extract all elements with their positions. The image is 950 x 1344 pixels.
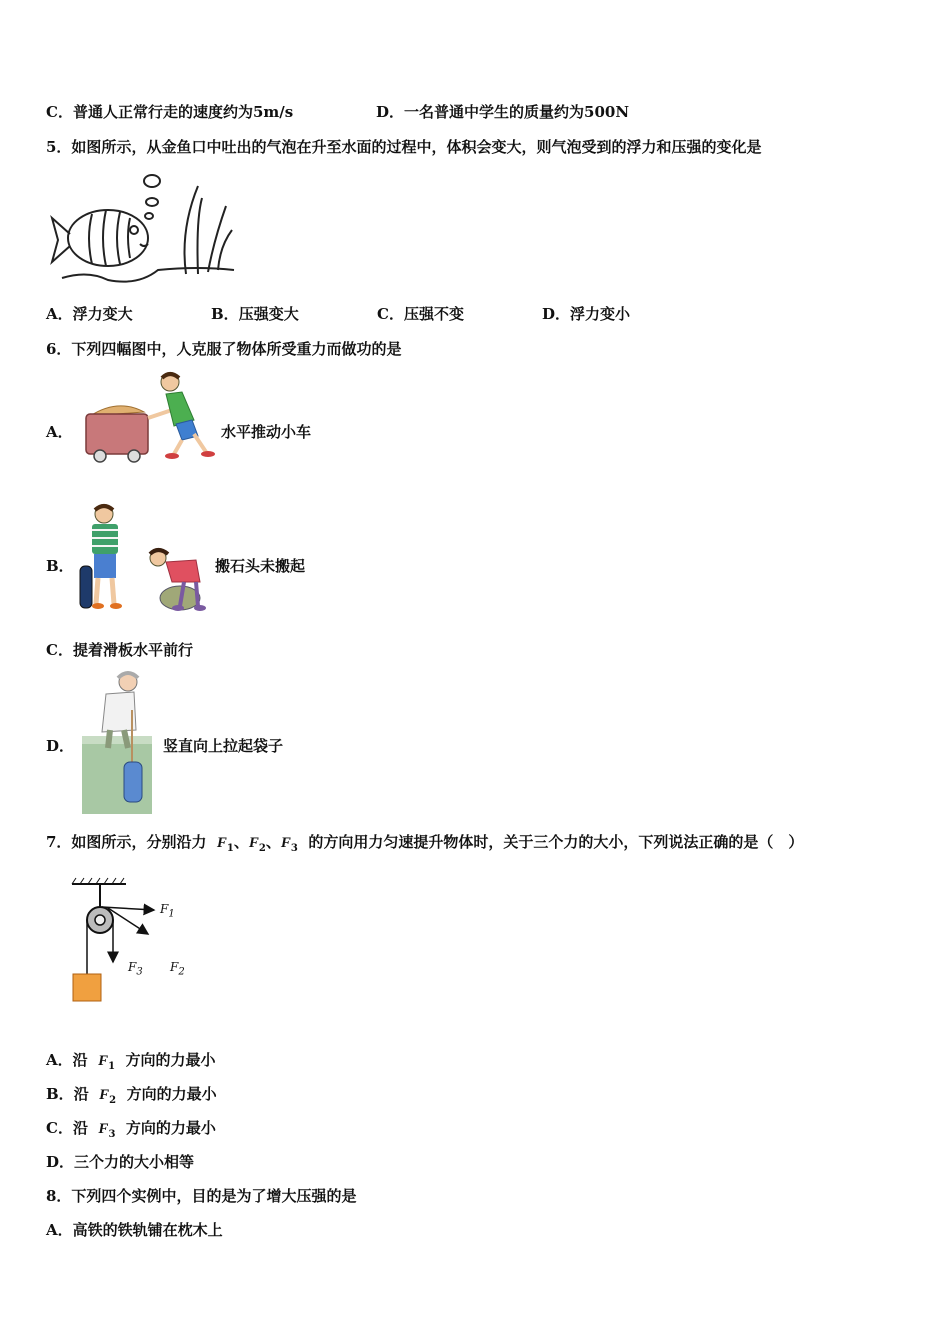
q6-option-d-label: D．	[46, 737, 75, 755]
f1-symbol: F	[216, 835, 227, 851]
q5-option-a	[46, 303, 133, 324]
goldfish-figure	[48, 170, 238, 288]
option-label: C．	[46, 103, 73, 121]
option-label: A．	[46, 1051, 73, 1069]
q4-option-d	[376, 101, 629, 122]
option-label: C．	[377, 305, 404, 323]
option-text: 一名普通中学生的质量约为500N	[404, 103, 630, 121]
f1-subscript: 1	[226, 843, 234, 854]
option-text: 高铁的铁轨铺在枕木上	[72, 1221, 223, 1239]
f2-subscript: 2	[258, 843, 266, 854]
q8-option-a	[46, 1219, 223, 1240]
q7-option-c: C．沿 $F_3$ 方向的力最小	[46, 1119, 216, 1140]
q6-option-b-label: B．	[46, 557, 74, 575]
lift-stone-picture	[76, 502, 212, 616]
option-text: 三个力的大小相等	[74, 1153, 195, 1171]
option-text: 提着滑板水平前行	[72, 641, 193, 659]
pull-bag-picture	[80, 670, 160, 816]
f3-symbol: F	[280, 835, 291, 851]
option-label: B．	[46, 1085, 74, 1103]
q6-option-c	[46, 639, 193, 660]
q6-option-a-text: 水平推动小车	[221, 423, 312, 441]
option-text: 普通人正常行走的速度约为5m/s	[72, 103, 294, 121]
q7-option-b: B．沿 $F_2$ 方向的力最小	[46, 1085, 217, 1106]
q6-option-d-text: 竖直向上拉起袋子	[163, 737, 284, 755]
option-label: C．	[46, 1119, 73, 1137]
f2-symbol: F	[248, 835, 259, 851]
pulley-diagram	[68, 876, 198, 1006]
option-label: D．	[376, 103, 405, 121]
q5-option-c	[377, 303, 464, 324]
option-label: A．	[46, 305, 73, 323]
separator: 、	[265, 833, 281, 851]
f1-label: $F_1$	[160, 902, 175, 920]
q8-stem: 8．下列四个实例中，目的是为了增大压强的是	[46, 1187, 357, 1205]
q7-stem-post: 的方向用力匀速提升物体时，关于三个力的大小，下列说法正确的是（ ）	[308, 833, 804, 851]
q5-option-d	[542, 303, 630, 324]
q7-stem	[46, 831, 803, 854]
push-cart-picture	[82, 370, 218, 464]
q6-option-b-text: 搬石头未搬起	[215, 557, 306, 575]
option-text: 浮力变大	[72, 305, 133, 323]
q5-option-b	[211, 303, 299, 324]
q7-option-d	[46, 1151, 194, 1172]
q7-stem-pre: 7．如图所示，分别沿力	[46, 833, 207, 851]
q7-option-a: A．沿 $F_1$ 方向的力最小	[46, 1051, 216, 1072]
f2-label: $F_2$	[170, 960, 185, 978]
option-text: 压强不变	[403, 305, 464, 323]
separator: 、	[233, 833, 249, 851]
option-label: D．	[542, 305, 571, 323]
f3-subscript: 3	[290, 843, 298, 854]
f3-label: $F_3$	[128, 960, 143, 978]
option-text: 压强变大	[238, 305, 299, 323]
q5-stem: 5．如图所示，从金鱼口中吐出的气泡在升至水面的过程中，体积会变大，则气泡受到的浮力和压强的变化是	[46, 138, 762, 156]
option-text: 浮力变小	[570, 305, 631, 323]
option-label: A．	[46, 1221, 73, 1239]
option-label: B．	[211, 305, 239, 323]
pulley-drawing	[68, 876, 198, 1006]
q4-option-c	[46, 101, 293, 122]
q6-stem: 6．下列四幅图中，人克服了物体所受重力而做功的是	[46, 340, 402, 358]
q6-option-a-label: A．	[46, 423, 73, 441]
option-label: C．	[46, 641, 73, 659]
option-label: D．	[46, 1153, 75, 1171]
